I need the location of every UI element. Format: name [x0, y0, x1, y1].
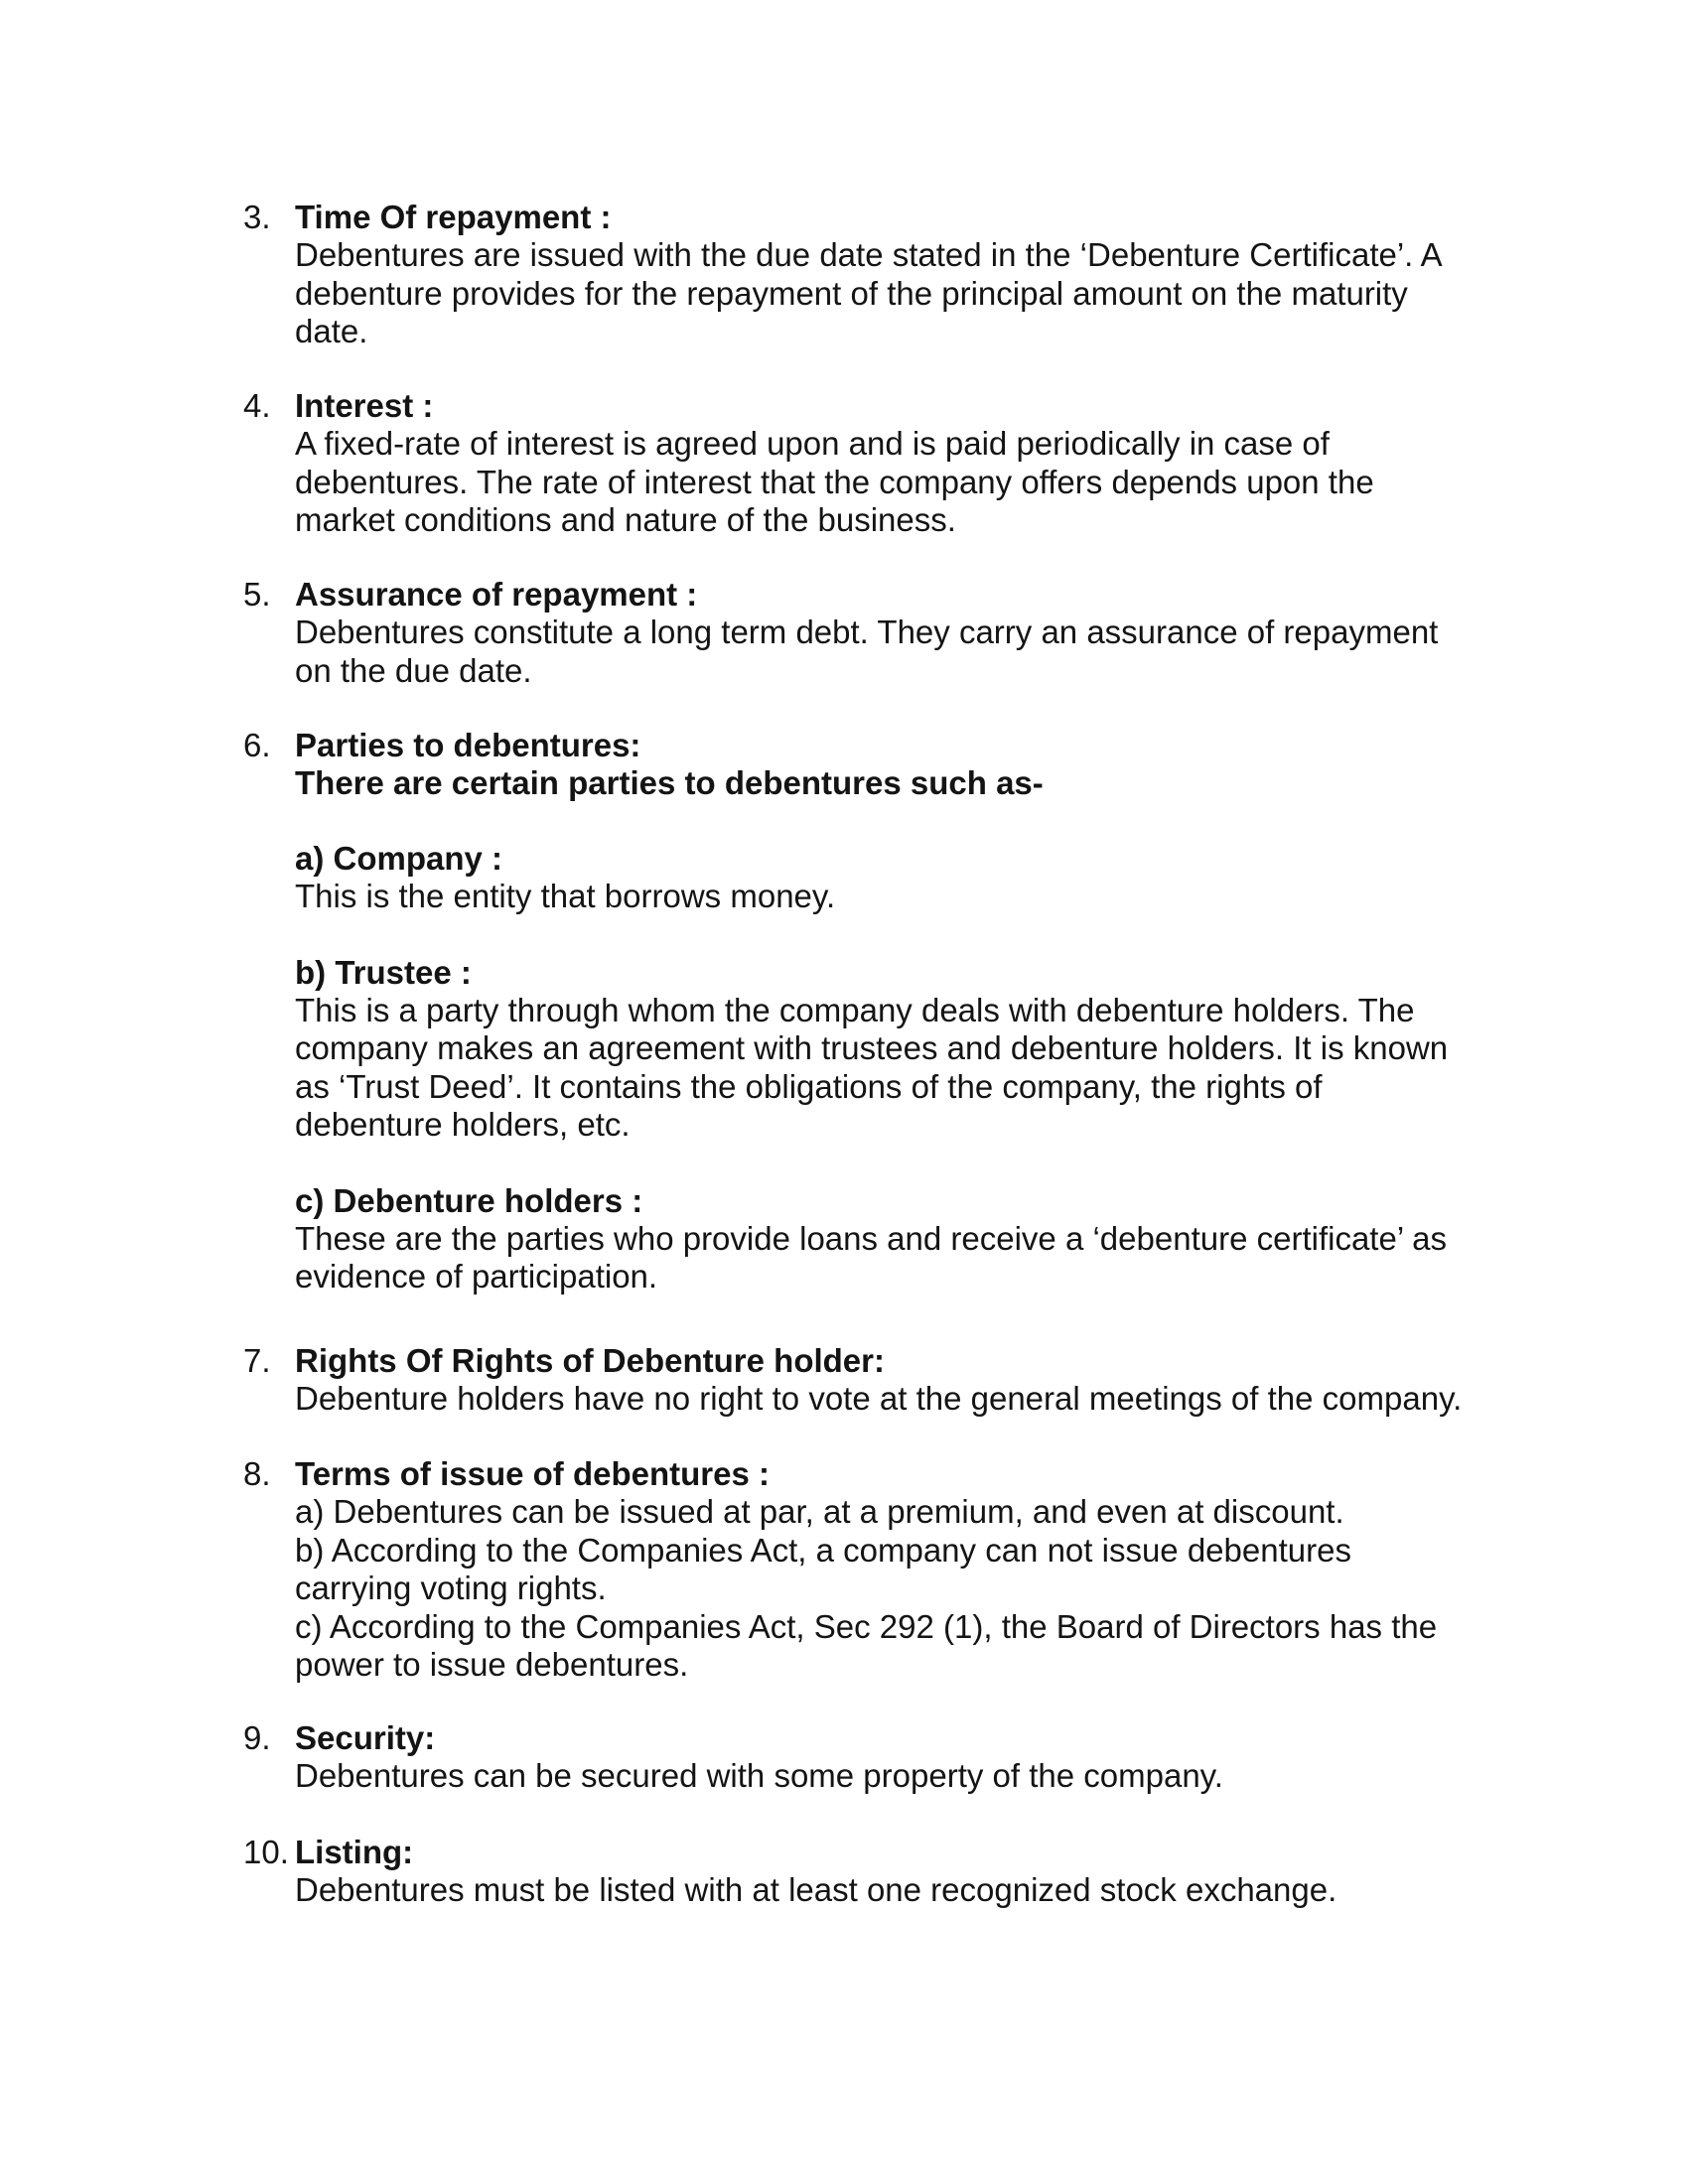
item-number: 4.: [243, 387, 271, 424]
item-number: 7.: [243, 1342, 271, 1379]
item-text-line: a) Debentures can be issued at par, at a premium, and even at discount.: [295, 1493, 1344, 1530]
item-subheading: There are certain parties to debentures such as-: [295, 764, 1044, 801]
item-number: 3.: [243, 199, 271, 235]
item-heading: Assurance of repayment :: [295, 576, 698, 613]
item-text-line: A fixed-rate of interest is agreed upon and is paid periodically in case of: [295, 425, 1330, 462]
item-text-line: c) According to the Companies Act, Sec 292 (1), the Board of Directors has the: [295, 1607, 1438, 1645]
item-body: [295, 199, 1506, 351]
item-text-line: date.: [295, 313, 368, 349]
item-text-line: power to issue debentures.: [295, 1646, 689, 1683]
item-number: 10.: [243, 1834, 289, 1870]
item-text-line: on the due date.: [295, 651, 532, 689]
item-text-line: Debentures constitute a long term debt. They carry an assurance of repayment: [295, 614, 1439, 650]
item-text-line: Debentures must be listed with at least one recognized stock exchange.: [295, 1871, 1337, 1908]
party-text-line: evidence of participation.: [295, 1258, 658, 1295]
party-debenture-holders: [295, 1182, 1506, 1297]
item-text-line: Debenture holders have no right to vote at the general meetings of the company.: [295, 1380, 1463, 1417]
party-text-line: This is the entity that borrows money.: [295, 878, 836, 914]
item-body: [295, 1455, 1506, 1685]
item-heading: Listing:: [295, 1834, 414, 1870]
party-text-line: company makes an agreement with trustees and debenture holders. It is known: [295, 1029, 1449, 1066]
item-number: 5.: [243, 576, 271, 613]
item-body: [295, 1342, 1506, 1419]
party-text-line: debenture holders, etc.: [295, 1106, 631, 1143]
party-company: [295, 840, 1506, 916]
item-body: [295, 1834, 1506, 1910]
party-text-line: This is a party through whom the company deals with debenture holders. The: [295, 991, 1415, 1028]
party-text-line: as ‘Trust Deed’. It contains the obligations of the company, the rights of: [295, 1067, 1323, 1105]
item-body: [295, 1719, 1506, 1796]
party-trustee: [295, 954, 1506, 1145]
item-number: 6.: [243, 727, 271, 763]
item-text-line: debentures. The rate of interest that the company offers depends upon the: [295, 463, 1374, 500]
item-heading: Interest :: [295, 387, 434, 424]
item-heading: Security:: [295, 1719, 436, 1756]
item-heading: Terms of issue of debentures :: [295, 1455, 770, 1492]
item-text-line: market conditions and nature of the business.: [295, 501, 956, 538]
party-heading: b) Trustee :: [295, 953, 472, 991]
item-body: [295, 387, 1506, 540]
party-text-line: These are the parties who provide loans and receive a ‘debenture certificate’ as: [295, 1219, 1447, 1257]
party-heading: c) Debenture holders :: [295, 1181, 643, 1219]
item-text-line: debenture provides for the repayment of the principal amount on the maturity: [295, 274, 1408, 312]
item-text-line: Debentures are issued with the due date stated in the ‘Debenture Certificate’. A: [295, 236, 1443, 273]
item-heading: Rights Of Rights of Debenture holder:: [295, 1342, 885, 1379]
item-body: [295, 727, 1506, 1297]
item-text-line: carrying voting rights.: [295, 1570, 607, 1606]
party-heading: a) Company :: [295, 840, 503, 877]
item-number: 9.: [243, 1719, 271, 1756]
item-number: 8.: [243, 1455, 271, 1492]
item-heading: Time Of repayment :: [295, 199, 612, 235]
item-text-line: b) According to the Companies Act, a company can not issue debentures: [295, 1531, 1351, 1569]
item-heading: Parties to debentures:: [295, 727, 641, 763]
item-body: [295, 576, 1506, 690]
item-text-line: Debentures can be secured with some property of the company.: [295, 1757, 1223, 1794]
